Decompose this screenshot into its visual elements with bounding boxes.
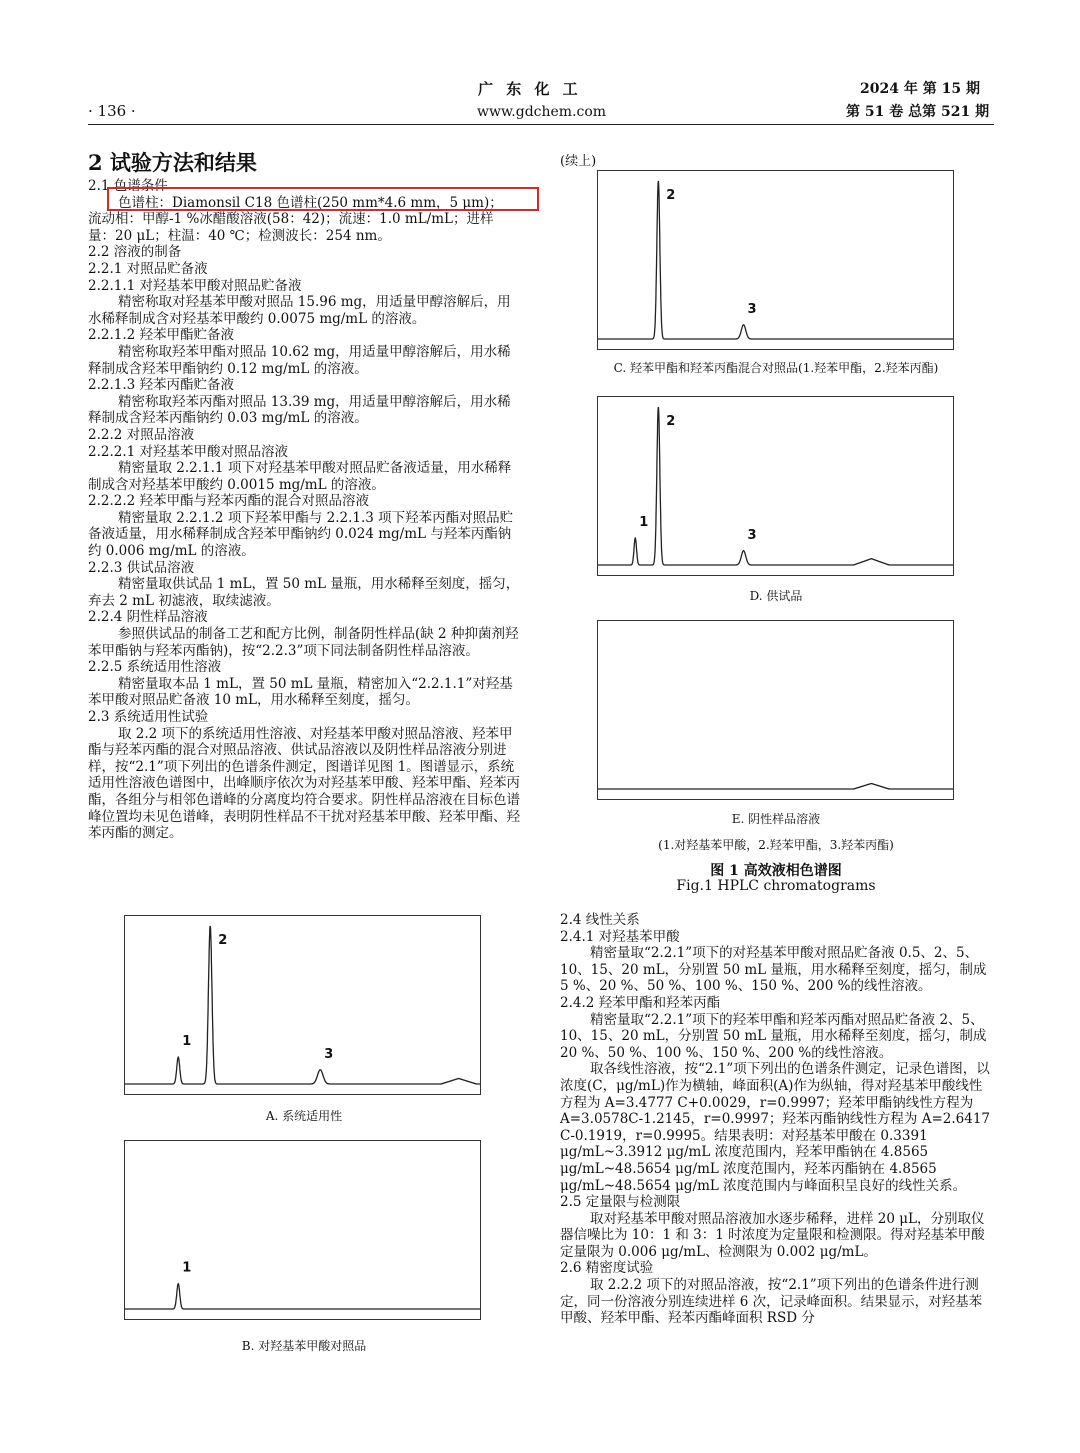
left-text-paragraph: 2.2.5 系统适用性溶液 bbox=[88, 659, 222, 676]
left-text-paragraph: 2.2.1.2 羟苯甲酯贮备液 bbox=[88, 327, 235, 344]
chromatogram-b bbox=[124, 1140, 481, 1320]
left-text-paragraph: 2.3 系统适用性试验 bbox=[88, 709, 209, 725]
peak-label: 2 bbox=[666, 188, 676, 203]
chromatogram-c-plot bbox=[598, 171, 953, 349]
left-text-paragraph: 精密称取羟苯甲酯对照品 10.62 mg，用适量甲醇溶解后，用水稀释制成含羟苯甲酯钠约 0.12 mg/mL 的溶液。 bbox=[88, 343, 511, 377]
chromatogram-trace bbox=[598, 181, 953, 339]
chart-a-caption: A. 系统适用性 bbox=[265, 1109, 343, 1123]
figure-continued-label: (续上) bbox=[560, 154, 597, 169]
peak-label: 1 bbox=[182, 1034, 192, 1050]
peak-label: 3 bbox=[324, 1046, 334, 1062]
right-text-paragraph: 取各线性溶液，按“2.1”项下列出的色谱条件测定，记录色谱图，以浓度(C，μg/mL)作为横轴，峰面积(A)作为纵轴，得对羟基苯甲酸线性方程为 A=3.4777 C+0.0029，r=0.9997；羟苯甲酯钠线性方程为 A=3.0578C-1.2145，r=0.9997；羟苯丙酯钠线性方程为 A=2.6417 C-0.1919，r=0.9995。结果表明：对羟基苯甲酸在 0.3391 μg/mL~3.3912 μg/mL 浓度范围内，羟苯甲酯钠在 4.8565 μg/mL~48.5654 μg/mL 浓度范围内，羟苯丙酯钠在 4.8565 μg/mL~48.5654 μg/mL 浓度范围内与峰面积呈良好的线性关系。 bbox=[560, 1061, 991, 1194]
left-text-paragraph: 精密量取 2.2.1.2 项下羟苯甲酯与 2.2.1.3 项下羟苯丙酯对照品贮备液适量，用水稀释制成含羟苯甲酯钠约 0.024 mg/mL 与羟苯丙酯钠约 0.006 mg/mL 的溶液。 bbox=[88, 509, 514, 560]
chromatogram-trace bbox=[598, 407, 953, 565]
right-text-paragraph: 取 2.2.2 项下的对照品溶液，按“2.1”项下列出的色谱条件进行测定，同一份溶液分别连续进样 6 次，记录峰面积。结果显示，对羟基苯甲酸、羟苯甲酯、羟苯丙酯峰面积 RSD 分 bbox=[560, 1277, 983, 1327]
left-text-paragraph: 2.1 色谱条件 bbox=[88, 178, 168, 194]
chromatogram-trace bbox=[125, 1284, 480, 1309]
chromatogram-a-plot bbox=[125, 916, 480, 1094]
left-text-paragraph: 参照供试品的制备工艺和配方比例，制备阴性样品(缺 2 种抑菌剂羟苯甲酯钠与羟苯丙酯钠)，按“2.2.3”项下同法制备阴性样品溶液。 bbox=[88, 626, 519, 659]
left-text-paragraph: 2.2.4 阴性样品溶液 bbox=[88, 609, 208, 626]
right-column bbox=[560, 912, 992, 1327]
left-text-paragraph: 2.2.1.3 羟苯丙酯贮备液 bbox=[88, 377, 235, 394]
left-text-paragraph: 流动相：甲醇-1 %冰醋酸溶液(58：42)；流速：1.0 mL/mL；进样量：20 μL；柱温：40 ℃；检测波长：254 nm。 bbox=[88, 211, 494, 244]
chromatogram-e-plot bbox=[598, 621, 953, 799]
left-text-paragraph: 2.2.2.1 对羟基苯甲酸对照品溶液 bbox=[88, 443, 289, 460]
journal-website: www.gdchem.com bbox=[477, 104, 607, 120]
right-text-paragraph: 精密量取“2.2.1”项下的对羟基苯甲酸对照品贮备液 0.5、2、5、10、15、20 mL，分别置 50 mL 量瓶，用水稀释至刻度，摇匀，制成 5 %、20 %、50 %、100 %、150 %、200 %的线性溶液。 bbox=[560, 945, 987, 995]
right-text-paragraph: 2.4.1 对羟基苯甲酸 bbox=[560, 928, 680, 945]
peak-label: 2 bbox=[218, 933, 228, 948]
chart-c-caption: C. 羟苯甲酯和羟苯丙酯混合对照品(1.羟苯甲酯，2.羟苯丙酯) bbox=[613, 361, 939, 375]
peak-label: 1 bbox=[639, 515, 649, 531]
figure-legend: (1.对羟基苯甲酸，2.羟苯甲酯，3.羟苯丙酯) bbox=[658, 838, 894, 852]
chromatogram-e bbox=[597, 620, 954, 800]
chart-b-caption: B. 对羟基苯甲酸对照品 bbox=[241, 1339, 367, 1353]
chart-d-caption: D. 供试品 bbox=[749, 589, 803, 603]
left-text-paragraph: 2.2.2 对照品溶液 bbox=[88, 426, 195, 443]
chromatogram-d bbox=[597, 396, 954, 576]
right-text-paragraph: 2.4.2 羟苯甲酯和羟苯丙酯 bbox=[560, 994, 721, 1011]
left-text-paragraph: 2.2.1.1 对羟基苯甲酸对照品贮备液 bbox=[88, 277, 302, 294]
chromatogram-trace bbox=[125, 926, 480, 1084]
chromatogram-c bbox=[597, 170, 954, 350]
right-text-paragraph: 2.5 定量限与检测限 bbox=[560, 1194, 681, 1211]
peak-label: 3 bbox=[747, 301, 757, 317]
right-text-paragraph: 2.4 线性关系 bbox=[560, 912, 640, 928]
chromatogram-trace bbox=[598, 784, 953, 790]
chromatogram-a bbox=[124, 915, 481, 1095]
peak-label: 2 bbox=[666, 414, 676, 429]
left-text-paragraph: 色谱柱：Diamonsil C18 色谱柱(250 mm*4.6 mm，5 μm)； bbox=[118, 194, 503, 211]
left-text-paragraph: 2.2 溶液的制备 bbox=[88, 244, 182, 261]
peak-label: 3 bbox=[747, 527, 757, 543]
left-text-paragraph: 精密称取对羟基苯甲酸对照品 15.96 mg，用适量甲醇溶解后，用水稀释制成含对羟基苯甲酸约 0.0075 mg/mL 的溶液。 bbox=[88, 294, 511, 327]
volume-info: 第 51 卷 总第 521 期 bbox=[846, 104, 990, 120]
left-text-paragraph: 精密量取本品 1 mL，置 50 mL 量瓶，精密加入“2.2.1.1”对羟基苯甲酸对照品贮备液 10 mL，用水稀释至刻度，摇匀。 bbox=[88, 675, 513, 709]
issue-info: 2024 年 第 15 期 bbox=[860, 81, 980, 97]
peak-label: 1 bbox=[182, 1260, 192, 1276]
right-text-paragraph: 2.6 精密度试验 bbox=[560, 1260, 654, 1277]
chromatogram-b-plot bbox=[125, 1141, 480, 1319]
highlight-box bbox=[107, 187, 539, 211]
left-text-paragraph: 精密量取 2.2.1.1 项下对羟基苯甲酸对照品贮备液适量，用水稀释制成含对羟基苯甲酸约 0.0015 mg/mL 的溶液。 bbox=[88, 460, 512, 493]
left-column bbox=[88, 150, 520, 842]
right-text-paragraph: 精密量取“2.2.1”项下的羟苯甲酯和羟苯丙酯对照品贮备液 2、5、10、15、20 mL，分别置 50 mL 量瓶，用水稀释至刻度，摇匀，制成 20 %、50 %、100 %、150 %、200 %的线性溶液。 bbox=[560, 1011, 987, 1061]
figure-title-en: Fig.1 HPLC chromatograms bbox=[676, 878, 876, 894]
left-text-paragraph: 取 2.2 项下的系统适用性溶液、对羟基苯甲酸对照品溶液、羟苯甲酯与羟苯丙酯的混合对照品溶液、供试品溶液以及阴性样品溶液分别进样，按“2.1”项下列出的色谱条件测定，图谱详见图 1。图谱显示，系统适用性溶液色谱图中，出峰顺序依次为对羟基苯甲酸、羟苯甲酯、羟苯丙酯，各组分与相邻色谱峰的分离度均符合要求。阴性样品溶液在目标色谱峰位置均未见色谱峰，表明阴性样品不干扰对羟基苯甲酸、羟苯甲酯、羟苯丙酯的测定。 bbox=[88, 725, 520, 842]
page-number: · 136 · bbox=[88, 102, 136, 120]
left-text-paragraph: 精密称取羟苯丙酯对照品 13.39 mg，用适量甲醇溶解后，用水稀释制成含羟苯丙酯钠约 0.03 mg/mL 的溶液。 bbox=[88, 393, 511, 427]
left-text-paragraph: 2 试验方法和结果 bbox=[88, 150, 257, 175]
journal-title: 广 东 化 工 bbox=[478, 80, 582, 98]
left-text-paragraph: 2.2.1 对照品贮备液 bbox=[88, 260, 208, 277]
left-text-paragraph: 2.2.3 供试品溶液 bbox=[88, 559, 195, 576]
chromatogram-d-plot bbox=[598, 397, 953, 575]
figure-title: 图 1 高效液相色谱图 bbox=[710, 863, 842, 879]
right-text-paragraph: 取对羟基苯甲酸对照品溶液加水逐步稀释，进样 20 μL，分别取仪器信噪比为 10：1 和 3：1 时浓度为定量限和检测限。得对羟基苯甲酸定量限为 0.006 μg/mL、检测限为 0.002 μg/mL。 bbox=[560, 1210, 985, 1260]
chart-e-caption: E. 阴性样品溶液 bbox=[731, 812, 821, 826]
header-rule bbox=[88, 124, 994, 125]
left-text-paragraph: 精密量取供试品 1 mL，置 50 mL 量瓶，用水稀释至刻度，摇匀，弃去 2 mL 初滤液，取续滤液。 bbox=[88, 576, 520, 609]
left-text-paragraph: 2.2.2.2 羟苯甲酯与羟苯丙酯的混合对照品溶液 bbox=[88, 493, 370, 510]
